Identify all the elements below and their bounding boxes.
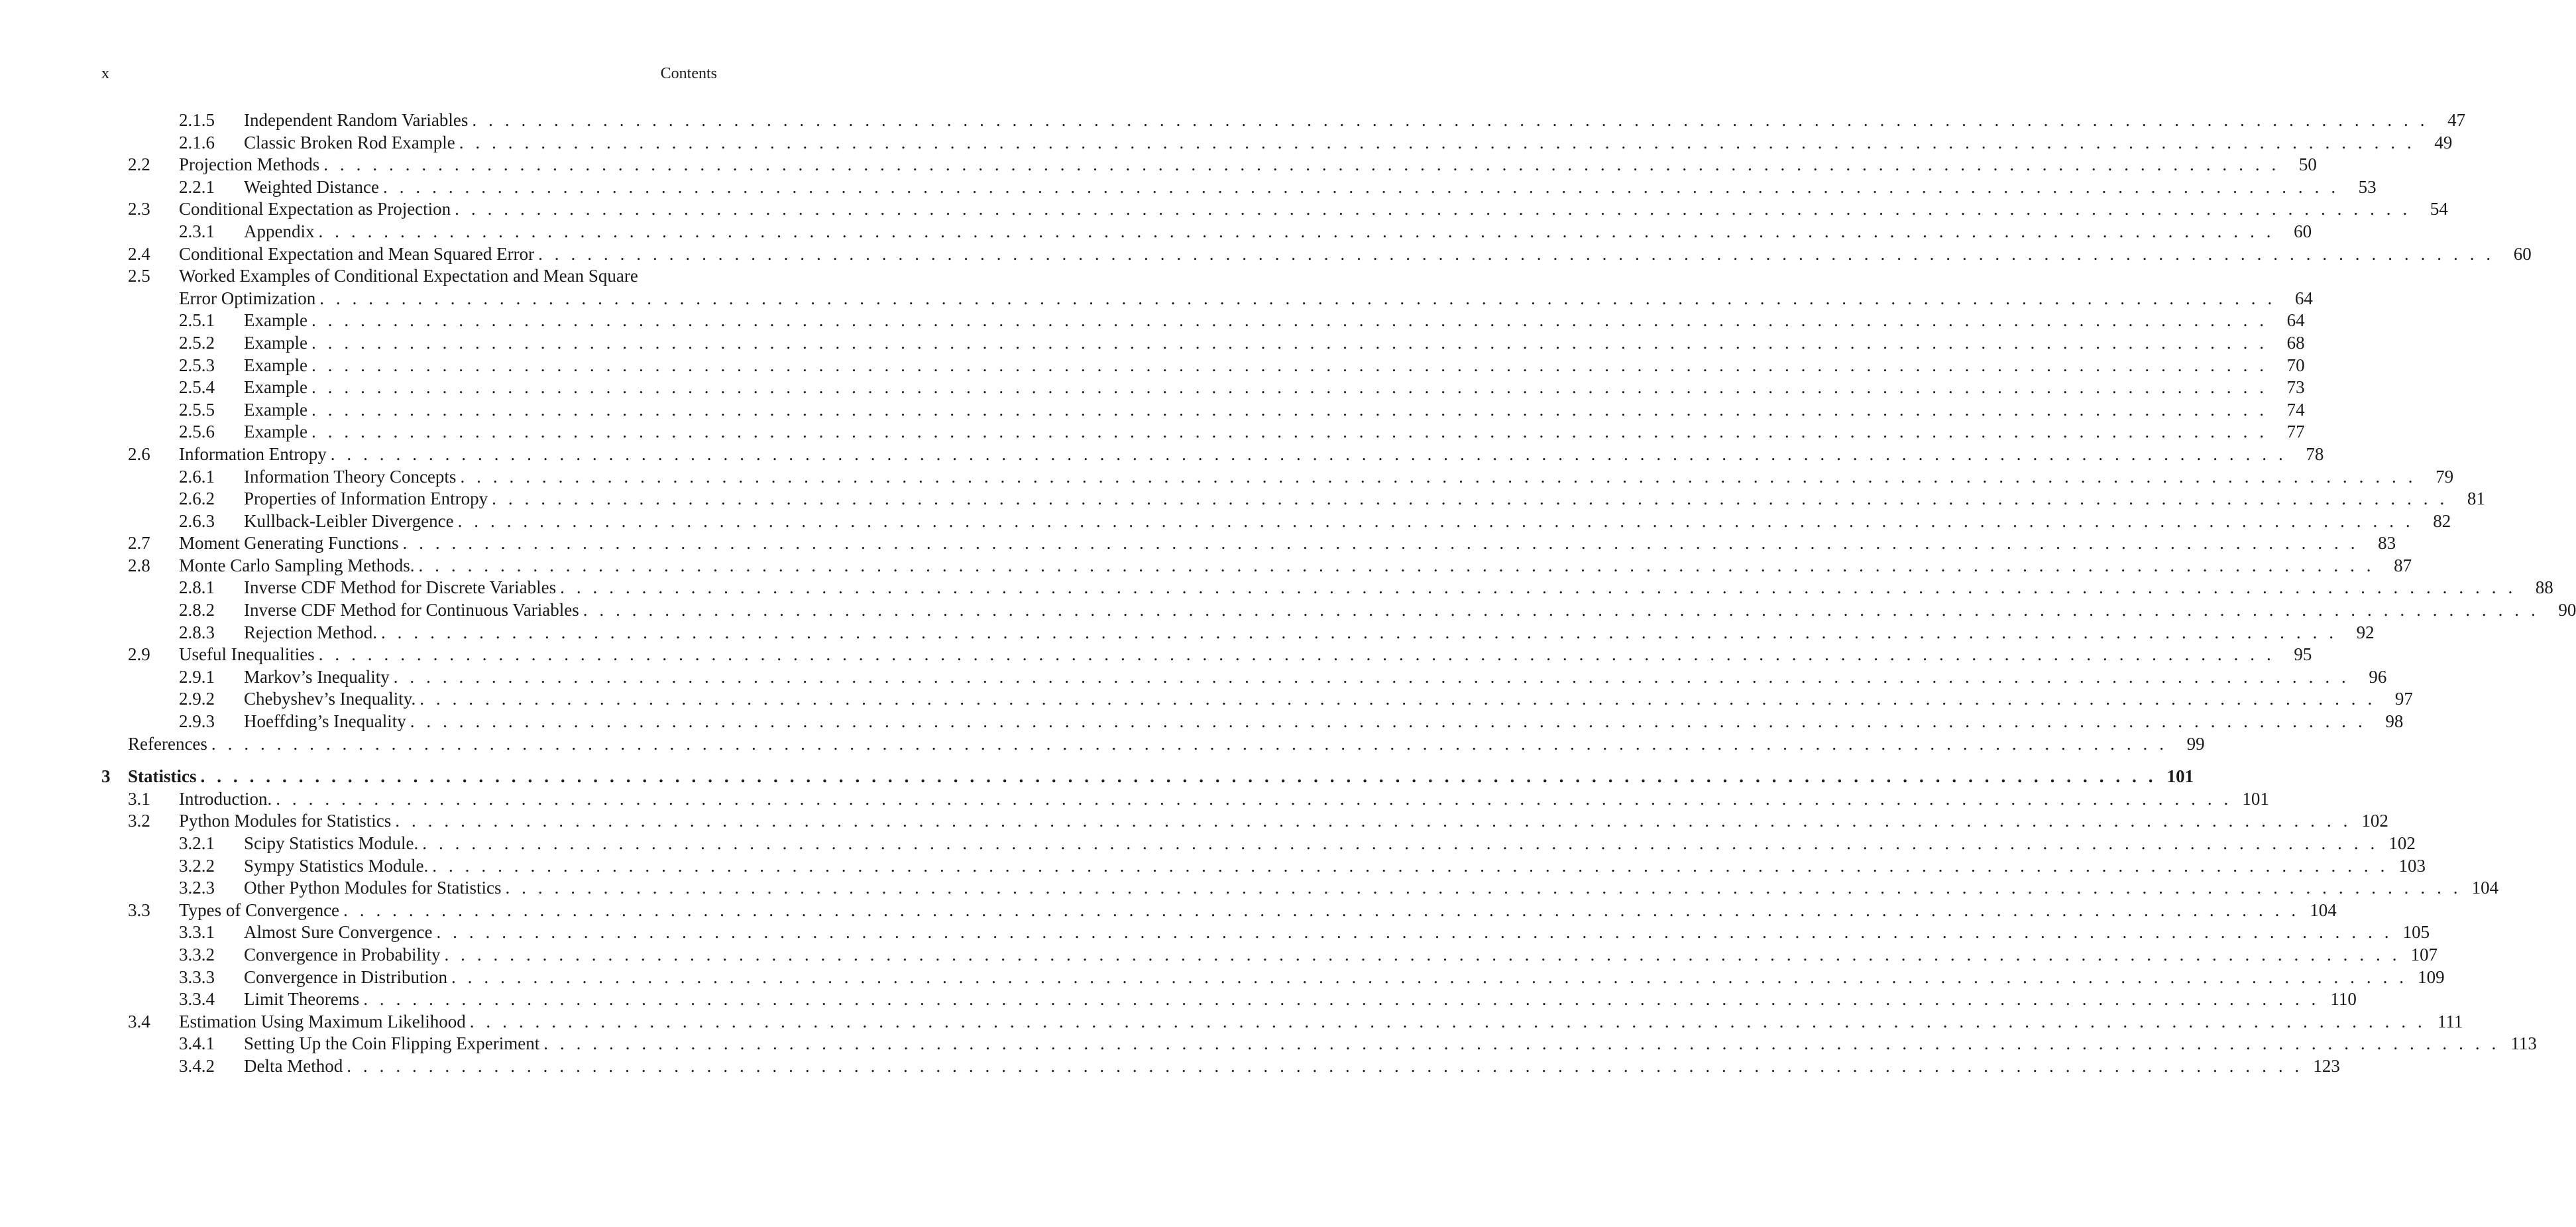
toc-entry[interactable] (101, 510, 2451, 533)
toc-entry-page: 50 (2298, 154, 2317, 175)
toc-entry-line (244, 577, 2553, 599)
dot-leader: . . . . . . . . . . . . . . . . . . . . . . . . . . . . . . . . . . . . . . . . . . . . . . . . . . . . . . . . . . . . . . . . . . . . . . . . . . . . . . . . . . . . . . . . . . . . . . . . . . . . . . . . . . . . . . . . . . . . . . . . (211, 733, 2168, 754)
toc-entry-page: 54 (2430, 199, 2448, 219)
toc-entry-line (244, 510, 2451, 533)
toc-entry-page: 104 (2471, 878, 2499, 898)
toc-entry-page: 95 (2294, 644, 2312, 665)
toc-entry-title: Delta Method (244, 1055, 347, 1078)
toc-entry-line (244, 966, 2445, 989)
dot-leader: . . . . . . . . . . . . . . . . . . . . . . . . . . . . . . . . . . . . . . . . . . . . . . . . . . . . . . . . . . . . . . . . . . . . . . . . . . . . . . . . . . . . . . . . . . . . . . . . . . . . . . . . . . . . . . . . . . . . . . . . (311, 355, 2268, 375)
dot-leader: . . . . . . . . . . . . . . . . . . . . . . . . . . . . . . . . . . . . . . . . . . . . . . . . . . . . . . . . . . . . . . . . . . . . . . . . . . . . . . . . . . . . . . . . . . . . . . . . . . . . . . . . . . . . . . . . . . . . . . . . (436, 922, 2393, 943)
toc-entry-title: Inverse CDF Method for Continuous Variables (244, 599, 583, 622)
toc-entry[interactable] (101, 644, 2312, 666)
toc-entry-line (244, 109, 2466, 132)
toc-entry-line (244, 310, 2305, 332)
dot-leader: . . . . . . . . . . . . . . . . . . . . . . . . . . . . . . . . . . . . . . . . . . . . . . . . . . . . . . . . . . . . . . . . . . . . . . . . . . . . . . . . . . . . . . . . . . . . . . . . . . . . . . . . . . . . . . . . . . . . . . . . (492, 489, 2448, 509)
toc-entry[interactable] (101, 154, 2317, 176)
toc-entry-title: Weighted Distance (244, 176, 383, 199)
toc-entry[interactable] (101, 810, 2388, 833)
toc-entry-title: Scipy Statistics Module. (244, 833, 422, 855)
toc-entry-line (244, 688, 2413, 711)
toc-entry-title: Projection Methods (179, 154, 323, 176)
dot-leader: . . . . . . . . . . . . . . . . . . . . . . . . . . . . . . . . . . . . . . . . . . . . . . . . . . . . . . . . . . . . . . . . . . . . . . . . . . . . . . . . . . . . . . . . . . . . . . . . . . . . . . . . . . . . . . . . . . . . . . . . (460, 466, 2417, 487)
toc-entry-page: 87 (2394, 555, 2412, 575)
toc-entry-line (244, 711, 2404, 733)
toc-entry-number: 3.1 (128, 788, 150, 809)
toc-entry-number: 3.2.3 (179, 878, 215, 898)
toc-entry[interactable] (101, 900, 2337, 922)
page-header (101, 64, 717, 84)
toc-entry-page: 102 (2361, 811, 2388, 831)
toc-entry-page: 77 (2286, 422, 2305, 442)
toc-entry-title: Hoeffding’s Inequality (244, 711, 410, 733)
toc-entry-title: Useful Inequalities (179, 644, 319, 666)
toc-entry-line (128, 733, 2205, 756)
toc-entry-page: 64 (2294, 288, 2313, 308)
dot-leader: . . . . . . . . . . . . . . . . . . . . . . . . . . . . . . . . . . . . . . . . . . . . . . . . . . . . . . . . . . . . . . . . . . . . . . . . . . . . . . . . . . . . . . . . . . . . . . . . . . . . . . . . . . . . . . . . . . . . . . . . (330, 443, 2287, 464)
toc-entry[interactable] (101, 733, 2205, 756)
dot-leader: . . . . . . . . . . . . . . . . . . . . . . . . . . . . . . . . . . . . . . . . . . . . . . . . . . . . . . . . . . . . . . . . . . . . . . . . . . . . . . . . . . . . . . . . . . . . . . . . . . . . . . . . . . . . . . . . . . . . . . . . (347, 1055, 2303, 1076)
toc-entry-page: 78 (2306, 443, 2324, 464)
toc-entry-number: 2.8.1 (179, 577, 215, 598)
toc-entry-line (179, 788, 2269, 811)
toc-entry[interactable] (101, 288, 2313, 310)
dot-leader: . . . . . . . . . . . . . . . . . . . . . . . . . . . . . . . . . . . . . . . . . . . . . . . . . . . . . . . . . . . . . . . . . . . . . . . . . . . . . . . . . . . . . . . . . . . . . . . . . . . . . . . . . . . . . . . . . . . . . . . . (538, 243, 2494, 264)
toc-entry-page: 103 (2398, 855, 2426, 876)
toc-entry-line (179, 555, 2412, 577)
dot-leader: . . . . . . . . . . . . . . . . . . . . . . . . . . . . . . . . . . . . . . . . . . . . . . . . . . . . . . . . . . . . . . . . . . . . . . . . . . . . . . . . . . . . . . . . . . . . . . . . . . . . . . . . . . . . . . . . . . . . . . . . (311, 377, 2268, 398)
dot-leader: . . . . . . . . . . . . . . . . . . . . . . . . . . . . . . . . . . . . . . . . . . . . . . . . . . . . . . . . . . . . . . . . . . . . . . . . . . . . . . . . . . . . . . . . . . . . . . . . . . . . . . . . . . . . . . . . . . . . . . . . (543, 1033, 2500, 1054)
toc-entry-number: 3.2.1 (179, 833, 215, 853)
toc-entry-title: Example (244, 332, 311, 355)
toc-entry-line (244, 466, 2454, 489)
toc-entry-line (179, 265, 717, 288)
toc-entry-line (244, 1055, 2340, 1078)
toc-entry-line (244, 488, 2485, 510)
toc-entry[interactable] (101, 833, 2416, 855)
toc-entry-page: 70 (2286, 355, 2305, 375)
toc-entry-number: 3.4 (128, 1011, 150, 1031)
toc-entry-number: 3.3.3 (179, 966, 215, 987)
toc-entry-page: 101 (2242, 788, 2269, 809)
toc-entry[interactable] (101, 198, 2448, 221)
dot-leader: . . . . . . . . . . . . . . . . . . . . . . . . . . . . . . . . . . . . . . . . . . . . . . . . . . . . . . . . . . . . . . . . . . . . . . . . . . . . . . . . . . . . . . . . . . . . . . . . . . . . . . . . . . . . . . . . . . . . . . . . (318, 221, 2275, 241)
toc-entry-line (244, 355, 2305, 377)
toc-entry-number: 2.5.6 (179, 422, 215, 442)
toc-entry-page: 109 (2418, 966, 2445, 987)
toc-entry[interactable] (101, 466, 2454, 489)
toc-entry-page: 81 (2467, 489, 2485, 509)
toc-entry-line (179, 810, 2388, 833)
toc-entry[interactable] (101, 622, 2375, 644)
toc-entry-number: 2.6 (128, 443, 150, 464)
section-gap (101, 755, 717, 766)
toc-entry-title: Sympy Statistics Module. (244, 855, 432, 878)
toc-entry-title: Kullback-Leibler Divergence (244, 510, 458, 533)
toc-entry[interactable] (101, 310, 2305, 332)
toc-entry-number: 2.9.3 (179, 711, 215, 732)
toc-entry[interactable] (101, 332, 2305, 355)
toc-entry-page: 113 (2510, 1033, 2537, 1054)
toc-entry-line (244, 176, 2377, 199)
toc-entry-line (179, 243, 2532, 266)
toc-entry-title: Example (244, 377, 311, 399)
dot-leader: . . . . . . . . . . . . . . . . . . . . . . . . . . . . . . . . . . . . . . . . . . . . . . . . . . . . . . . . . . . . . . . . . . . . . . . . . . . . . . . . . . . . . . . . . . . . . . . . . . . . . . . . . . . . . . . . . . . . . . . . (343, 900, 2300, 920)
toc-entry-number: 2.9.2 (179, 689, 215, 709)
dot-leader: . . . . . . . . . . . . . . . . . . . . . . . . . . . . . . . . . . . . . . . . . . . . . . . . . . . . . . . . . . . . . . . . . . . . . . . . . . . . . . . . . . . . . . . . . . . . . . . . . . . . . . . . . . . . . . . . . . . . . . . . (311, 422, 2268, 442)
toc-entry-title: Statistics (128, 766, 201, 788)
toc-entry-line (244, 1033, 2537, 1055)
toc-entry-number: 3 (101, 766, 111, 787)
toc-entry-page: 96 (2369, 666, 2387, 687)
toc-entry-number: 2.6.2 (179, 489, 215, 509)
toc-entry-number: 2.2.1 (179, 176, 215, 197)
toc-entry-title: Example (244, 399, 311, 422)
toc-entry-page: 104 (2310, 900, 2337, 920)
dot-leader: . . . . . . . . . . . . . . . . . . . . . . . . . . . . . . . . . . . . . . . . . . . . . . . . . . . . . . . . . . . . . . . . . . . . . . . . . . . . . . . . . . . . . . . . . . . . . . . . . . . . . . . . . . . . . . . . . . . . . . . . (451, 966, 2408, 987)
toc-entry-line (244, 877, 2499, 900)
running-title: Contents (660, 65, 717, 82)
toc-entry-page: 111 (2437, 1011, 2463, 1031)
toc-entry[interactable] (101, 1055, 2340, 1078)
toc-entry-page: 97 (2394, 689, 2413, 709)
toc-entry-number: 2.5 (128, 266, 150, 286)
toc-entry-line (179, 1011, 2463, 1033)
dot-leader: . . . . . . . . . . . . . . . . . . . . . . . . . . . . . . . . . . . . . . . . . . . . . . . . . . . . . . . . . . . . . . . . . . . . . . . . . . . . . . . . . . . . . . . . . . . . . . . . . . . . . . . . . . . . . . . . . . . . . . . . (318, 644, 2275, 665)
toc-entry[interactable] (101, 988, 2357, 1011)
toc-entry[interactable] (101, 855, 2426, 878)
toc-entry-page: 90 (2558, 600, 2576, 620)
toc-entry-number: 3.4.1 (179, 1033, 215, 1054)
toc-entry-number: 2.9 (128, 644, 150, 665)
page-number: x (101, 65, 109, 82)
toc-entry-number: 3.2 (128, 811, 150, 831)
toc-entry-title: Markov’s Inequality (244, 666, 394, 689)
toc-entry[interactable] (101, 599, 2576, 622)
toc-entry-line (179, 443, 2324, 466)
toc-entry-line (244, 833, 2416, 855)
toc-entry-number: 2.1.6 (179, 132, 215, 152)
toc-entry-title: References (128, 733, 211, 756)
toc-entry-number: 2.4 (128, 243, 150, 264)
toc-entry[interactable] (101, 577, 2553, 599)
dot-leader: . . . . . . . . . . . . . . . . . . . . . . . . . . . . . . . . . . . . . . . . . . . . . . . . . . . . . . . . . . . . . . . . . . . . . . . . . . . . . . . . . . . . . . . . . . . . . . . . . . . . . . . . . . . . . . . . . . . . . . . . (200, 766, 2157, 787)
dot-leader: . . . . . . . . . . . . . . . . . . . . . . . . . . . . . . . . . . . . . . . . . . . . . . . . . . . . . . . . . . . . . . . . . . . . . . . . . . . . . . . . . . . . . . . . . . . . . . . . . . . . . . . . . . . . . . . . . . . . . . . . (311, 332, 2268, 353)
toc-entry-title: Almost Sure Convergence (244, 921, 436, 944)
toc-entry-title: Example (244, 310, 311, 332)
toc-entry[interactable] (101, 421, 2305, 443)
dot-leader: . . . . . . . . . . . . . . . . . . . . . . . . . . . . . . . . . . . . . . . . . . . . . . . . . . . . . . . . . . . . . . . . . . . . . . . . . . . . . . . . . . . . . . . . . . . . . . . . . . . . . . . . . . . . . . . . . . . . . . . . (311, 310, 2268, 331)
toc-entry-page: 98 (2385, 711, 2404, 732)
dot-leader: . . . . . . . . . . . . . . . . . . . . . . . . . . . . . . . . . . . . . . . . . . . . . . . . . . . . . . . . . . . . . . . . . . . . . . . . . . . . . . . . . . . . . . . . . . . . . . . . . . . . . . . . . . . . . . . . . . . . . . . . (418, 555, 2375, 575)
toc-entry-title: Estimation Using Maximum Likelihood (179, 1011, 470, 1033)
dot-leader: . . . . . . . . . . . . . . . . . . . . . . . . . . . . . . . . . . . . . . . . . . . . . . . . . . . . . . . . . . . . . . . . . . . . . . . . . . . . . . . . . . . . . . . . . . . . . . . . . . . . . . . . . . . . . . . . . . . . . . . . (444, 944, 2401, 964)
toc-entry[interactable] (101, 443, 2324, 466)
toc-entry-title: Conditional Expectation and Mean Squared Error (179, 243, 538, 266)
toc-entry-number: 2.5.1 (179, 310, 215, 331)
toc-entry-line (179, 644, 2312, 666)
dot-leader: . . . . . . . . . . . . . . . . . . . . . . . . . . . . . . . . . . . . . . . . . . . . . . . . . . . . . . . . . . . . . . . . . . . . . . . . . . . . . . . . . . . . . . . . . . . . . . . . . . . . . . . . . . . . . . . . . . . . . . . . (380, 622, 2337, 642)
toc-entry-title: Inverse CDF Method for Discrete Variables (244, 577, 560, 599)
toc-entry-page: 110 (2330, 989, 2357, 1010)
toc-entry-page: 99 (2186, 733, 2205, 754)
dot-leader: . . . . . . . . . . . . . . . . . . . . . . . . . . . . . . . . . . . . . . . . . . . . . . . . . . . . . . . . . . . . . . . . . . . . . . . . . . . . . . . . . . . . . . . . . . . . . . . . . . . . . . . . . . . . . . . . . . . . . . . . (583, 600, 2540, 620)
toc-entry-number: 3.2.2 (179, 855, 215, 876)
dot-leader: . . . . . . . . . . . . . . . . . . . . . . . . . . . . . . . . . . . . . . . . . . . . . . . . . . . . . . . . . . . . . . . . . . . . . . . . . . . . . . . . . . . . . . . . . . . . . . . . . . . . . . . . . . . . . . . . . . . . . . . . (505, 878, 2462, 898)
toc-entry-number: 3.3.1 (179, 922, 215, 943)
toc-entry-line (179, 900, 2337, 922)
toc-entry-page: 88 (2535, 577, 2553, 598)
toc-entry-line (244, 399, 2305, 422)
toc-entry-title: Properties of Information Entropy (244, 488, 492, 510)
toc-entry-page: 101 (2166, 766, 2194, 787)
toc-entry-line (244, 377, 2305, 399)
toc-entry[interactable] (101, 877, 2499, 900)
toc-entry[interactable] (101, 788, 2269, 811)
toc-entry-page: 79 (2436, 466, 2454, 487)
toc-entry-title: Example (244, 355, 311, 377)
toc-entry-number: 2.3.1 (179, 221, 215, 241)
toc-entry[interactable] (101, 399, 2305, 422)
toc-entry-page: 49 (2434, 132, 2453, 152)
toc-entry-number: 2.8 (128, 555, 150, 575)
toc-entry-title: Example (244, 421, 311, 443)
dot-leader: . . . . . . . . . . . . . . . . . . . . . . . . . . . . . . . . . . . . . . . . . . . . . . . . . . . . . . . . . . . . . . . . . . . . . . . . . . . . . . . . . . . . . . . . . . . . . . . . . . . . . . . . . . . . . . . . . . . . . . . . (402, 533, 2359, 554)
toc-entry-title: Setting Up the Coin Flipping Experiment (244, 1033, 543, 1055)
toc-entry-number: 2.1.5 (179, 110, 215, 130)
dot-leader: . . . . . . . . . . . . . . . . . . . . . . . . . . . . . . . . . . . . . . . . . . . . . . . . . . . . . . . . . . . . . . . . . . . . . . . . . . . . . . . . . . . . . . . . . . . . . . . . . . . . . . . . . . . . . . . . . . . . . . . . (457, 510, 2414, 531)
table-of-contents (101, 109, 2576, 1078)
toc-entry-number: 2.3 (128, 199, 150, 219)
toc-entry-number: 2.5.5 (179, 399, 215, 420)
toc-entry-page: 105 (2402, 922, 2430, 943)
toc-entry-number: 2.7 (128, 533, 150, 554)
toc-entry[interactable] (101, 666, 2387, 689)
toc-entry-title: Convergence in Probability (244, 944, 444, 966)
toc-entry-line (244, 921, 2430, 944)
toc-entry-title: Other Python Modules for Statistics (244, 877, 505, 900)
dot-leader: . . . . . . . . . . . . . . . . . . . . . . . . . . . . . . . . . . . . . . . . . . . . . . . . . . . . . . . . . . . . . . . . . . . . . . . . . . . . . . . . . . . . . . . . . . . . . . . . . . . . . . . . . . . . . . . . . . . . . . . . (459, 132, 2416, 152)
toc-entry-title: Limit Theorems (244, 988, 363, 1011)
toc-entry[interactable] (101, 176, 2377, 199)
toc-entry-line (244, 944, 2438, 966)
toc-entry-number: 2.2 (128, 154, 150, 175)
toc-entry-number: 2.5.2 (179, 332, 215, 353)
dot-leader: . . . . . . . . . . . . . . . . . . . . . . . . . . . . . . . . . . . . . . . . . . . . . . . . . . . . . . . . . . . . . . . . . . . . . . . . . . . . . . . . . . . . . . . . . . . . . . . . . . . . . . . . . . . . . . . . . . . . . . . . (472, 110, 2429, 130)
toc-entry-page: 68 (2286, 332, 2305, 353)
toc-entry-title: Information Entropy (179, 443, 331, 466)
toc-entry-title: Conditional Expectation as Projection (179, 198, 455, 221)
toc-entry[interactable] (101, 944, 2438, 966)
toc-entry-number: 2.8.3 (179, 622, 215, 642)
toc-entry[interactable] (101, 221, 2312, 243)
toc-entry[interactable] (101, 1011, 2463, 1033)
toc-entry[interactable] (101, 355, 2305, 377)
toc-entry-title: Convergence in Distribution (244, 966, 451, 989)
toc-entry[interactable] (101, 243, 2532, 266)
toc-entry-title: Worked Examples of Conditional Expectation and Mean Square (179, 266, 642, 286)
toc-entry-line (179, 154, 2317, 176)
toc-entry-number: 2.8.2 (179, 600, 215, 620)
toc-entry-page: 92 (2356, 622, 2375, 642)
toc-chapter-entry[interactable] (101, 766, 2194, 788)
toc-entry-page: 60 (2513, 243, 2532, 264)
toc-entry-number: 2.5.3 (179, 355, 215, 375)
dot-leader: . . . . . . . . . . . . . . . . . . . . . . . . . . . . . . . . . . . . . . . . . . . . . . . . . . . . . . . . . . . . . . . . . . . . . . . . . . . . . . . . . . . . . . . . . . . . . . . . . . . . . . . . . . . . . . . . . . . . . . . . (560, 577, 2516, 598)
dot-leader: . . . . . . . . . . . . . . . . . . . . . . . . . . . . . . . . . . . . . . . . . . . . . . . . . . . . . . . . . . . . . . . . . . . . . . . . . . . . . . . . . . . . . . . . . . . . . . . . . . . . . . . . . . . . . . . . . . . . . . . . (363, 989, 2320, 1010)
toc-entry-title: Classic Broken Rod Example (244, 132, 459, 154)
toc-entry-page: 60 (2294, 221, 2312, 241)
toc-entry-title: Python Modules for Statistics (179, 810, 395, 833)
toc-entry-number: 3.3.4 (179, 989, 215, 1010)
dot-leader: . . . . . . . . . . . . . . . . . . . . . . . . . . . . . . . . . . . . . . . . . . . . . . . . . . . . . . . . . . . . . . . . . . . . . . . . . . . . . . . . . . . . . . . . . . . . . . . . . . . . . . . . . . . . . . . . . . . . . . . . (311, 399, 2268, 420)
dot-leader: . . . . . . . . . . . . . . . . . . . . . . . . . . . . . . . . . . . . . . . . . . . . . . . . . . . . . . . . . . . . . . . . . . . . . . . . . . . . . . . . . . . . . . . . . . . . . . . . . . . . . . . . . . . . . . . . . . . . . . . . (432, 855, 2388, 876)
toc-entry-page: 123 (2313, 1055, 2340, 1076)
dot-leader: . . . . . . . . . . . . . . . . . . . . . . . . . . . . . . . . . . . . . . . . . . . . . . . . . . . . . . . . . . . . . . . . . . . . . . . . . . . . . . . . . . . . . . . . . . . . . . . . . . . . . . . . . . . . . . . . . . . . . . . . (276, 788, 2232, 809)
toc-entry-line (244, 599, 2576, 622)
toc-entry-number: 3.4.2 (179, 1055, 215, 1076)
toc-entry[interactable] (101, 377, 2305, 399)
toc-entry-title: Information Theory Concepts (244, 466, 460, 489)
toc-entry-page: 64 (2286, 310, 2305, 331)
toc-entry-line (179, 198, 2448, 221)
toc-entry[interactable] (101, 109, 2466, 132)
dot-leader: . . . . . . . . . . . . . . . . . . . . . . . . . . . . . . . . . . . . . . . . . . . . . . . . . . . . . . . . . . . . . . . . . . . . . . . . . . . . . . . . . . . . . . . . . . . . . . . . . . . . . . . . . . . . . . . . . . . . . . . . (393, 666, 2350, 687)
toc-entry-page: 82 (2433, 510, 2451, 531)
toc-entry-title: Moment Generating Functions (179, 532, 402, 555)
toc-entry-page: 107 (2410, 944, 2438, 964)
toc-entry-title: Appendix (244, 221, 318, 243)
toc-entry[interactable] (101, 555, 2412, 577)
toc-entry[interactable] (101, 488, 2485, 510)
toc-entry[interactable] (101, 966, 2445, 989)
toc-entry[interactable] (101, 532, 2396, 555)
toc-entry-title: Chebyshev’s Inequality. (244, 688, 420, 711)
toc-entry-title: Rejection Method. (244, 622, 381, 644)
dot-leader: . . . . . . . . . . . . . . . . . . . . . . . . . . . . . . . . . . . . . . . . . . . . . . . . . . . . . . . . . . . . . . . . . . . . . . . . . . . . . . . . . . . . . . . . . . . . . . . . . . . . . . . . . . . . . . . . . . . . . . . . (420, 689, 2376, 709)
dot-leader: . . . . . . . . . . . . . . . . . . . . . . . . . . . . . . . . . . . . . . . . . . . . . . . . . . . . . . . . . . . . . . . . . . . . . . . . . . . . . . . . . . . . . . . . . . . . . . . . . . . . . . . . . . . . . . . . . . . . . . . . (410, 711, 2367, 732)
toc-entry-line (128, 766, 2194, 788)
toc-entry-number: 2.6.3 (179, 510, 215, 531)
toc-entry-line (244, 622, 2375, 644)
toc-entry-title: Monte Carlo Sampling Methods. (179, 555, 418, 577)
toc-entry-number: 3.3.2 (179, 944, 215, 964)
toc-entry-line (244, 666, 2387, 689)
toc-entry[interactable] (101, 132, 2453, 154)
toc-entry-page: 83 (2378, 533, 2396, 554)
toc-entry[interactable] (101, 688, 2413, 711)
toc-entry-line (179, 532, 2396, 555)
toc-entry[interactable] (101, 1033, 2537, 1055)
toc-entry-line (244, 421, 2305, 443)
toc-entry-line (244, 988, 2357, 1011)
toc-entry[interactable] (101, 921, 2430, 944)
toc-entry-number: 2.5.4 (179, 377, 215, 398)
toc-entry-number: 2.9.1 (179, 666, 215, 687)
dot-leader: . . . . . . . . . . . . . . . . . . . . . . . . . . . . . . . . . . . . . . . . . . . . . . . . . . . . . . . . . . . . . . . . . . . . . . . . . . . . . . . . . . . . . . . . . . . . . . . . . . . . . . . . . . . . . . . . . . . . . . . . (319, 288, 2276, 308)
toc-entry-title: Types of Convergence (179, 900, 343, 922)
toc-entry-page: 102 (2388, 833, 2416, 853)
toc-entry-page: 53 (2358, 176, 2377, 197)
toc-entry-page: 73 (2286, 377, 2305, 398)
toc-entry-title: Error Optimization (179, 288, 319, 310)
dot-leader: . . . . . . . . . . . . . . . . . . . . . . . . . . . . . . . . . . . . . . . . . . . . . . . . . . . . . . . . . . . . . . . . . . . . . . . . . . . . . . . . . . . . . . . . . . . . . . . . . . . . . . . . . . . . . . . . . . . . . . . . (455, 199, 2411, 219)
toc-entry-page: 74 (2286, 399, 2305, 420)
dot-leader: . . . . . . . . . . . . . . . . . . . . . . . . . . . . . . . . . . . . . . . . . . . . . . . . . . . . . . . . . . . . . . . . . . . . . . . . . . . . . . . . . . . . . . . . . . . . . . . . . . . . . . . . . . . . . . . . . . . . . . . . (469, 1011, 2426, 1031)
toc-entry-line (244, 332, 2305, 355)
toc-entry-page: 47 (2447, 110, 2466, 130)
toc-entry[interactable] (101, 265, 717, 288)
toc-entry[interactable] (101, 711, 2404, 733)
toc-entry-number: 3.3 (128, 900, 150, 920)
toc-entry-line (179, 288, 2313, 310)
toc-entry-title: Independent Random Variables (244, 109, 472, 132)
toc-entry-line (244, 132, 2453, 154)
toc-entry-number: 2.6.1 (179, 466, 215, 487)
toc-entry-line (244, 855, 2426, 878)
dot-leader: . . . . . . . . . . . . . . . . . . . . . . . . . . . . . . . . . . . . . . . . . . . . . . . . . . . . . . . . . . . . . . . . . . . . . . . . . . . . . . . . . . . . . . . . . . . . . . . . . . . . . . . . . . . . . . . . . . . . . . . . (383, 176, 2339, 197)
dot-leader: . . . . . . . . . . . . . . . . . . . . . . . . . . . . . . . . . . . . . . . . . . . . . . . . . . . . . . . . . . . . . . . . . . . . . . . . . . . . . . . . . . . . . . . . . . . . . . . . . . . . . . . . . . . . . . . . . . . . . . . . (422, 833, 2379, 853)
toc-entry-title: Introduction. (179, 788, 276, 811)
toc-entry-line (244, 221, 2312, 243)
dot-leader: . . . . . . . . . . . . . . . . . . . . . . . . . . . . . . . . . . . . . . . . . . . . . . . . . . . . . . . . . . . . . . . . . . . . . . . . . . . . . . . . . . . . . . . . . . . . . . . . . . . . . . . . . . . . . . . . . . . . . . . . (323, 154, 2280, 175)
dot-leader: . . . . . . . . . . . . . . . . . . . . . . . . . . . . . . . . . . . . . . . . . . . . . . . . . . . . . . . . . . . . . . . . . . . . . . . . . . . . . . . . . . . . . . . . . . . . . . . . . . . . . . . . . . . . . . . . . . . . . . . . (395, 811, 2351, 831)
